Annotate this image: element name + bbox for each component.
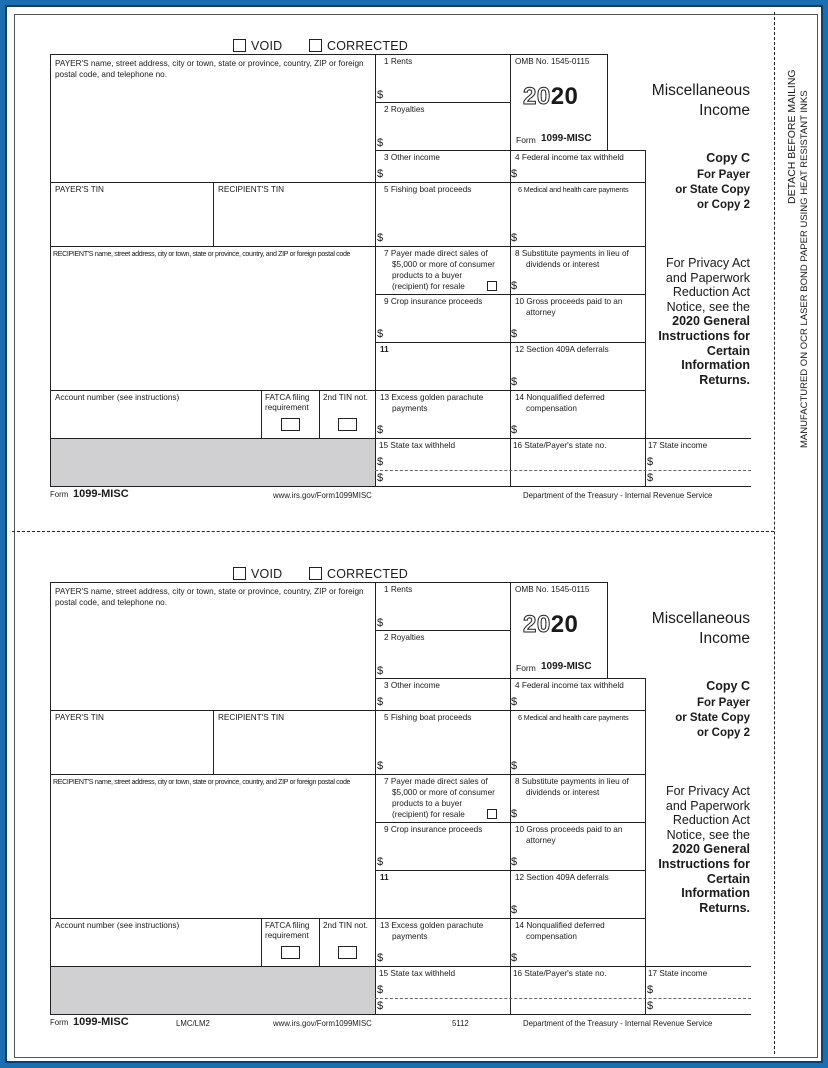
privacy-notice-line: Certain	[706, 343, 750, 358]
box2-label: 2 Royalties	[384, 633, 425, 642]
grid-recipient-top	[50, 246, 645, 247]
box8-label-line2: dividends or interest	[526, 260, 600, 269]
box4-label: 4 Federal income tax withheld	[515, 153, 624, 162]
privacy-notice-line: 2020 General	[672, 842, 750, 857]
box7-checkbox[interactable]	[487, 281, 497, 291]
box6-dollar: $	[511, 232, 518, 244]
box16-label: 16 State/Payer's state no.	[513, 441, 607, 450]
void-checkbox[interactable]	[233, 39, 246, 52]
grid-omb-right-line	[607, 582, 608, 678]
box4-dollar: $	[511, 168, 518, 180]
footer-form-word: Form	[50, 490, 69, 499]
box8-dollar: $	[511, 280, 518, 292]
second-tin-label: 2nd TIN not.	[323, 921, 368, 930]
form-title-line2: Income	[699, 630, 750, 647]
box13-label-line1: 13 Excess golden parachute	[380, 921, 484, 930]
box13-dollar: $	[377, 424, 384, 436]
box7-label-line1: 7 Payer made direct sales of	[384, 249, 488, 258]
box1-label: 1 Rents	[384, 57, 413, 66]
box14-label-line1: 14 Nonqualified deferred	[515, 921, 605, 930]
box12-label: 12 Section 409A deferrals	[515, 345, 609, 354]
box10-label-line1: 10 Gross proceeds paid to an	[515, 825, 623, 834]
copy-line2: For Payer	[696, 169, 750, 181]
form-1099-misc-1	[0, 0, 828, 500]
void-label: VOID	[251, 567, 283, 581]
copy-line4: or Copy 2	[696, 727, 750, 739]
grid-row3-top	[375, 150, 645, 151]
box10-label-line1: 10 Gross proceeds paid to an	[515, 297, 623, 306]
footer-url: www.irs.gov/Form1099MISC	[273, 491, 372, 500]
form-title-line1: Miscellaneous	[651, 82, 750, 99]
box9-label: 9 Crop insurance proceeds	[384, 825, 483, 834]
box9-dollar: $	[377, 856, 384, 868]
payer-tin-label: PAYER'S TIN	[55, 185, 104, 194]
second-tin-checkbox[interactable]	[338, 418, 357, 431]
payer-name-label: PAYER'S name, street address, city or town, state or province, country, ZIP or foreign postal code, and telephone no.	[55, 59, 364, 79]
privacy-notice-line: Notice, see the	[666, 827, 750, 842]
box17-dollar-2: $	[647, 472, 654, 484]
grid-left-line	[50, 582, 51, 1014]
privacy-notice-line: Certain	[706, 871, 750, 886]
box5-dollar: $	[377, 232, 384, 244]
box1-dollar: $	[377, 617, 384, 629]
form-title-line2: Income	[699, 102, 750, 119]
box14-dollar: $	[511, 424, 518, 436]
box16-label: 16 State/Payer's state no.	[513, 969, 607, 978]
corrected-checkbox[interactable]	[309, 567, 322, 580]
box7-label-line2: $5,000 or more of consumer	[392, 260, 495, 269]
recipient-name-label: RECIPIENT'S name, street address, city or town, state or province, country, and ZIP or foreign postal code	[53, 250, 351, 258]
box17-dollar-1: $	[647, 456, 654, 468]
grid-tin-divider	[213, 182, 214, 246]
box7-label-line4: (recipient) for resale	[392, 282, 465, 291]
grid-boxes-right-line	[645, 150, 646, 486]
box3-label: 3 Other income	[384, 153, 440, 162]
tax-year-prefix: 20	[523, 83, 551, 110]
fatca-label-line2: requirement	[265, 931, 309, 940]
omb-form-word: Form	[516, 663, 536, 673]
grid-row11-top	[375, 870, 645, 871]
privacy-notice-line: and Paperwork	[665, 270, 750, 285]
manufactured-text: MANUFACTURED ON OCR LASER BOND PAPER USING HEAT RESISTANT INKS	[799, 90, 810, 448]
tax-year	[523, 611, 578, 639]
box15-label: 15 State tax withheld	[379, 969, 456, 978]
box3-dollar: $	[377, 696, 384, 708]
omb-number: OMB No. 1545-0115	[515, 57, 590, 66]
copy-line1: Copy C	[706, 679, 750, 693]
box14-label-line2: compensation	[526, 932, 577, 941]
privacy-notice-line: Information	[681, 886, 750, 901]
grid-omb-right-line	[607, 54, 608, 150]
box6-label: 6 Medical and health care payments	[518, 713, 629, 722]
void-checkbox[interactable]	[233, 567, 246, 580]
privacy-notice-line: Information	[681, 358, 750, 373]
payer-tin-label: PAYER'S TIN	[55, 713, 104, 722]
copy-line1: Copy C	[706, 151, 750, 165]
box10-label-line2: attorney	[526, 308, 556, 317]
grid-account-top	[50, 918, 645, 919]
copy-line3: or State Copy	[675, 184, 750, 196]
box8-label-line1: 8 Substitute payments in lieu of	[515, 249, 629, 258]
box13-label-line2: payments	[392, 404, 428, 413]
omb-number: OMB No. 1545-0115	[515, 585, 590, 594]
box7-label-line3: products to a buyer	[392, 799, 463, 808]
account-number-label: Account number (see instructions)	[55, 921, 180, 930]
copy-designation	[648, 151, 750, 213]
grid-fatca-right	[319, 918, 320, 966]
detach-text: DETACH BEFORE MAILING	[786, 69, 798, 204]
grid-row9-top	[375, 822, 645, 823]
grid-right-line-top	[510, 54, 511, 486]
box14-label-line2: compensation	[526, 404, 577, 413]
box15-dollar-1: $	[377, 456, 384, 468]
box5-label: 5 Fishing boat proceeds	[384, 713, 472, 722]
box10-dollar: $	[511, 328, 518, 340]
box10-dollar: $	[511, 856, 518, 868]
privacy-notice-line: and Paperwork	[665, 798, 750, 813]
void-label: VOID	[251, 39, 283, 53]
box17-label: 17 State income	[648, 441, 708, 450]
privacy-notice-line: Instructions for	[658, 328, 750, 343]
box1-dollar: $	[377, 89, 384, 101]
fatca-label-line1: FATCA filing	[265, 393, 310, 402]
grid-mid-line	[375, 582, 376, 1014]
copy-line3: or State Copy	[675, 712, 750, 724]
box7-label-line4: (recipient) for resale	[392, 810, 465, 819]
omb-form-name: 1099-MISC	[541, 133, 592, 144]
footer-form-word: Form	[50, 1018, 69, 1027]
box10-label-line2: attorney	[526, 836, 556, 845]
copy-designation	[648, 679, 750, 741]
shaded-area	[51, 967, 375, 1014]
second-tin-checkbox[interactable]	[338, 946, 357, 959]
footer-url: www.irs.gov/Form1099MISC	[273, 1019, 372, 1028]
box3-dollar: $	[377, 168, 384, 180]
grid-bottom-line	[50, 486, 751, 487]
box14-label-line1: 14 Nonqualified deferred	[515, 393, 605, 402]
grid-row11-top	[375, 342, 645, 343]
grid-box1-bottom	[375, 630, 510, 631]
tax-year	[523, 83, 578, 111]
box7-checkbox[interactable]	[487, 809, 497, 819]
grid-tin-divider	[213, 710, 214, 774]
footer-department: Department of the Treasury - Internal Revenue Service	[523, 491, 713, 500]
tax-year-prefix: 20	[523, 611, 551, 638]
fatca-label-line1: FATCA filing	[265, 921, 310, 930]
grid-top-line	[50, 54, 607, 55]
grid-recipient-top	[50, 774, 645, 775]
privacy-notice-line: Reduction Act	[672, 285, 750, 300]
grid-box1-bottom	[375, 102, 510, 103]
form-title-line1: Miscellaneous	[651, 610, 750, 627]
box13-dollar: $	[377, 952, 384, 964]
grid-tin-top	[50, 710, 645, 711]
tax-year-suffix: 20	[550, 83, 579, 110]
box3-label: 3 Other income	[384, 681, 440, 690]
form-1099-misc-2	[0, 528, 828, 1028]
box5-dollar: $	[377, 760, 384, 772]
tax-year-suffix: 20	[550, 611, 579, 638]
box12-dollar: $	[511, 904, 518, 916]
fatca-label-line2: requirement	[265, 403, 309, 412]
privacy-notice-line: Instructions for	[658, 856, 750, 871]
copy-line4: or Copy 2	[696, 199, 750, 211]
box15-dollar-1: $	[377, 984, 384, 996]
footer-number: 5112	[452, 1019, 469, 1028]
box1-label: 1 Rents	[384, 585, 413, 594]
omb-form-name: 1099-MISC	[541, 661, 592, 672]
recipient-name-label: RECIPIENT'S name, street address, city or town, state or province, country, and ZIP or foreign postal code	[53, 778, 351, 786]
footer-code: LMC/LM2	[176, 1019, 210, 1028]
box14-dollar: $	[511, 952, 518, 964]
box4-label: 4 Federal income tax withheld	[515, 681, 624, 690]
privacy-notice-line: Reduction Act	[672, 813, 750, 828]
second-tin-label: 2nd TIN not.	[323, 393, 368, 402]
privacy-notice-line: 2020 General	[672, 314, 750, 329]
payer-name-label: PAYER'S name, street address, city or town, state or province, country, ZIP or foreign postal code, and telephone no.	[55, 587, 364, 607]
box2-dollar: $	[377, 665, 384, 677]
box8-label-line2: dividends or interest	[526, 788, 600, 797]
grid-bottom-line	[50, 1014, 751, 1015]
grid-row15-dotted	[375, 998, 751, 999]
box11-label: 11	[380, 345, 389, 354]
box11-label: 11	[380, 873, 389, 882]
privacy-notice-line: Returns.	[699, 900, 750, 915]
box6-dollar: $	[511, 760, 518, 772]
footer-department: Department of the Treasury - Internal Revenue Service	[523, 1019, 713, 1028]
grid-account-top	[50, 390, 645, 391]
grid-fatca-left	[261, 918, 262, 966]
omb-form-word: Form	[516, 135, 536, 145]
box2-label: 2 Royalties	[384, 105, 425, 114]
footer-form-name: 1099-MISC	[73, 1016, 129, 1028]
box9-label: 9 Crop insurance proceeds	[384, 297, 483, 306]
privacy-notice	[648, 784, 750, 915]
privacy-notice-line: For Privacy Act	[665, 256, 750, 270]
grid-row15-dotted	[375, 470, 751, 471]
corrected-label: CORRECTED	[327, 567, 408, 581]
privacy-notice	[648, 256, 750, 387]
grid-boxes-right-line	[645, 678, 646, 1014]
privacy-notice-line: For Privacy Act	[665, 784, 750, 798]
box12-dollar: $	[511, 376, 518, 388]
grid-mid-line	[375, 54, 376, 486]
recipient-tin-label: RECIPIENT'S TIN	[218, 713, 285, 722]
shaded-area	[51, 439, 375, 486]
grid-tin-top	[50, 182, 645, 183]
box6-label: 6 Medical and health care payments	[518, 185, 629, 194]
box5-label: 5 Fishing boat proceeds	[384, 185, 472, 194]
privacy-notice-line: Returns.	[699, 372, 750, 387]
box15-dollar-2: $	[377, 1000, 384, 1012]
box2-dollar: $	[377, 137, 384, 149]
grid-left-line	[50, 54, 51, 486]
privacy-notice-line: Notice, see the	[666, 299, 750, 314]
grid-fatca-left	[261, 390, 262, 438]
box15-label: 15 State tax withheld	[379, 441, 456, 450]
corrected-label: CORRECTED	[327, 39, 408, 53]
recipient-tin-label: RECIPIENT'S TIN	[218, 185, 285, 194]
box17-label: 17 State income	[648, 969, 708, 978]
box7-label-line1: 7 Payer made direct sales of	[384, 777, 488, 786]
box13-label-line2: payments	[392, 932, 428, 941]
box17-dollar-2: $	[647, 1000, 654, 1012]
grid-fatca-right	[319, 390, 320, 438]
box8-dollar: $	[511, 808, 518, 820]
box13-label-line1: 13 Excess golden parachute	[380, 393, 484, 402]
grid-right-line-top	[510, 582, 511, 1014]
grid-top-line	[50, 582, 607, 583]
grid-row3-top	[375, 678, 645, 679]
box15-dollar-2: $	[377, 472, 384, 484]
fatca-checkbox[interactable]	[281, 946, 300, 959]
box4-dollar: $	[511, 696, 518, 708]
box7-label-line2: $5,000 or more of consumer	[392, 788, 495, 797]
box7-label-line3: products to a buyer	[392, 271, 463, 280]
account-number-label: Account number (see instructions)	[55, 393, 180, 402]
box8-label-line1: 8 Substitute payments in lieu of	[515, 777, 629, 786]
copy-line2: For Payer	[696, 697, 750, 709]
fatca-checkbox[interactable]	[281, 418, 300, 431]
grid-row9-top	[375, 294, 645, 295]
box12-label: 12 Section 409A deferrals	[515, 873, 609, 882]
footer-form-name: 1099-MISC	[73, 488, 129, 500]
box9-dollar: $	[377, 328, 384, 340]
corrected-checkbox[interactable]	[309, 39, 322, 52]
box17-dollar-1: $	[647, 984, 654, 996]
